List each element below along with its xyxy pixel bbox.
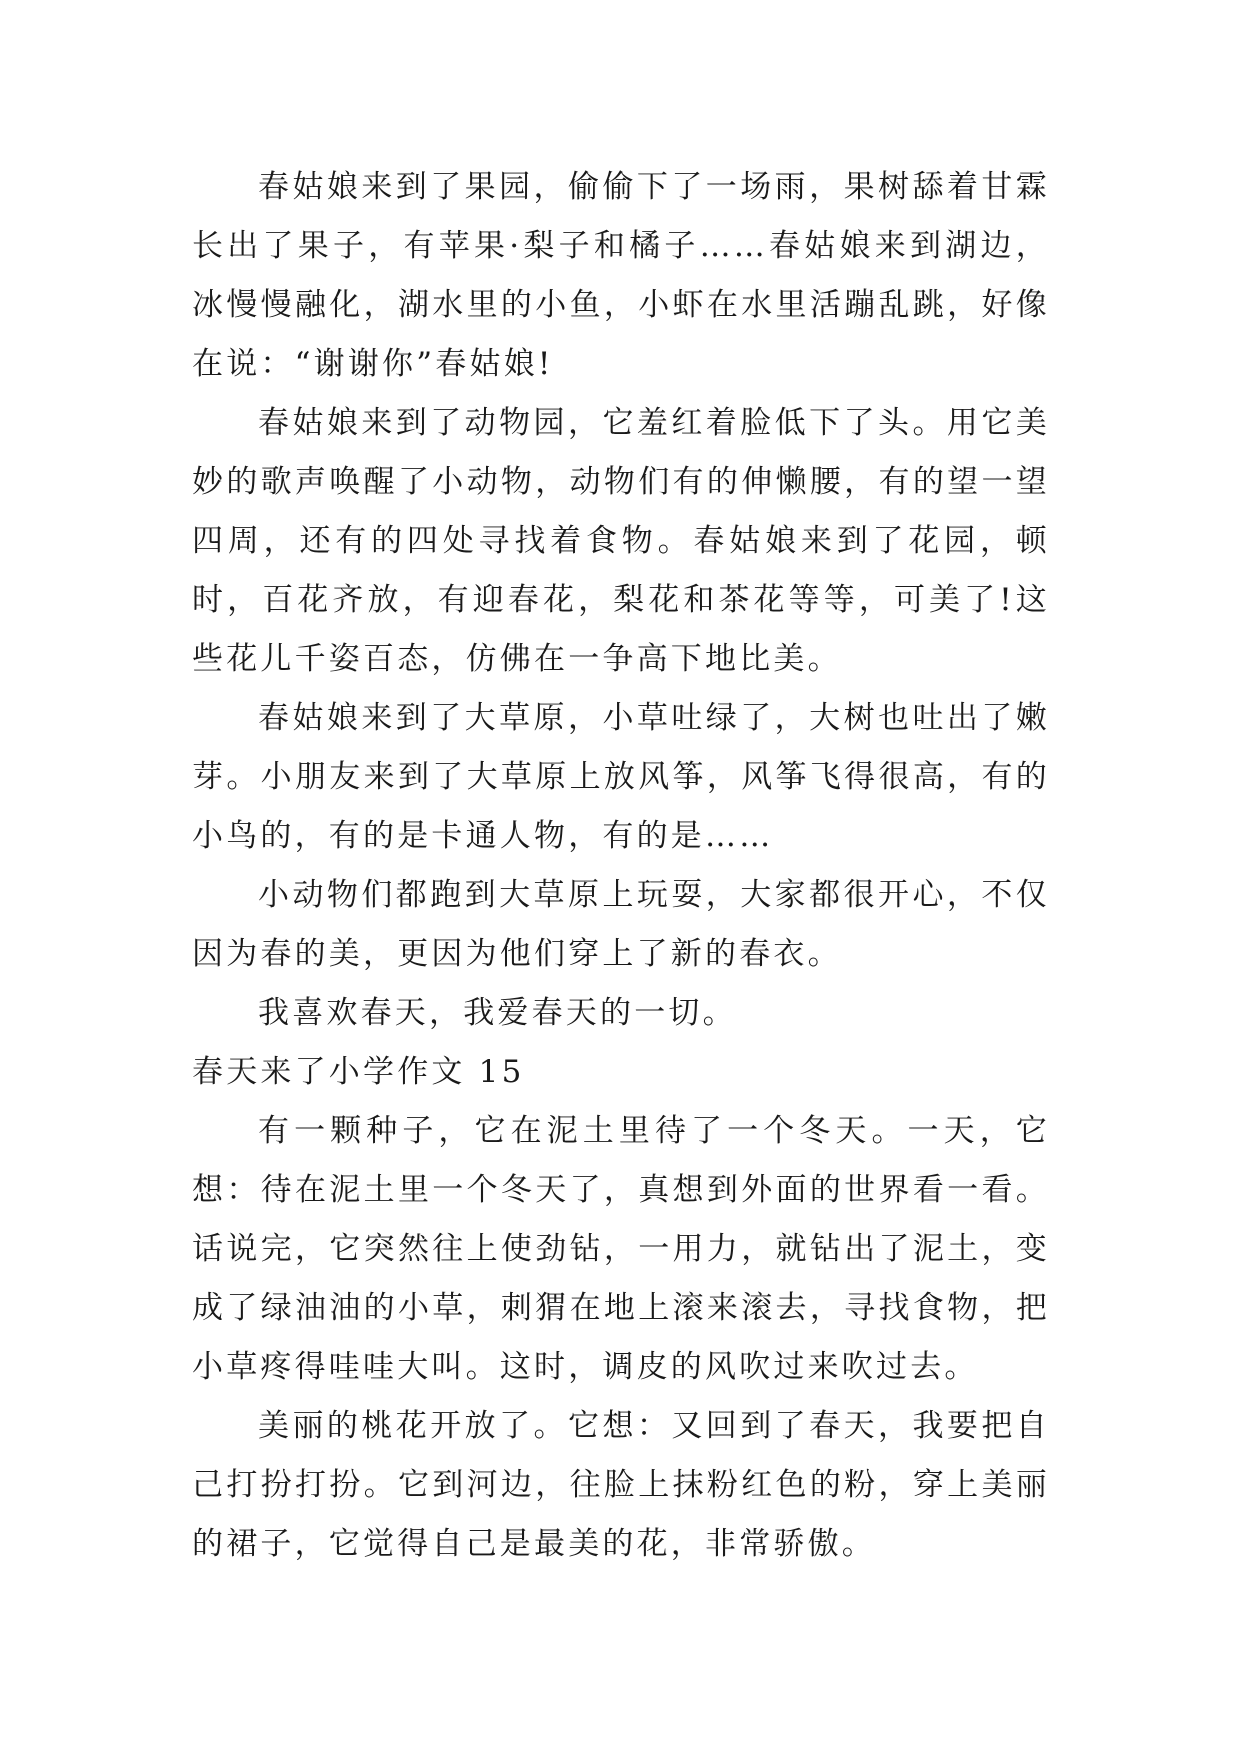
paragraph-peach-blossom: 美丽的桃花开放了。它想：又回到了春天，我要把自己打扮打扮。它到河边，往脸上抹粉红色的粉，穿上美丽的裙子，它觉得自己是最美的花，非常骄傲。 xyxy=(192,1408,1050,1562)
paragraph-seed: 有一颗种子，它在泥土里待了一个冬天。一天，它想：待在泥土里一个冬天了，真想到外面的世界看一看。话说完，它突然往上使劲钻，一用力，就钻出了泥土，变成了绿油油的小草，刺猬在地上滚来滚去，寻找食物，把小草疼得哇哇大叫。这时，调皮的风吹过来吹过去。 xyxy=(192,1113,1050,1385)
paragraph-grassland: 春姑娘来到了大草原，小草吐绿了，大树也吐出了嫩芽。小朋友来到了大草原上放风筝，风筝飞得很高，有的小鸟的，有的是卡通人物，有的是…… xyxy=(192,700,1050,854)
paragraph-love-spring: 我喜欢春天，我爱春天的一切。 xyxy=(258,995,737,1031)
section-title: 春天来了小学作文 15 xyxy=(192,1054,525,1090)
paragraph-zoo-garden: 春姑娘来到了动物园，它羞红着脸低下了头。用它美妙的歌声唤醒了小动物，动物们有的伸懒腰，有的望一望四周，还有的四处寻找着食物。春姑娘来到了花园，顿时，百花齐放，有迎春花，梨花和茶花等等，可美了!这些花儿千姿百态，仿佛在一争高下地比美。 xyxy=(192,405,1050,677)
paragraph-animals-play: 小动物们都跑到大草原上玩耍，大家都很开心，不仅因为春的美，更因为他们穿上了新的春衣。 xyxy=(192,877,1050,972)
document-body xyxy=(192,158,1050,1574)
paragraph-orchard-lake: 春姑娘来到了果园，偷偷下了一场雨，果树舔着甘霖长出了果子，有苹果·梨子和橘子……春姑娘来到湖边，冰慢慢融化，湖水里的小鱼，小虾在水里活蹦乱跳，好像在说：“谢谢你”春姑娘! xyxy=(192,169,1050,382)
